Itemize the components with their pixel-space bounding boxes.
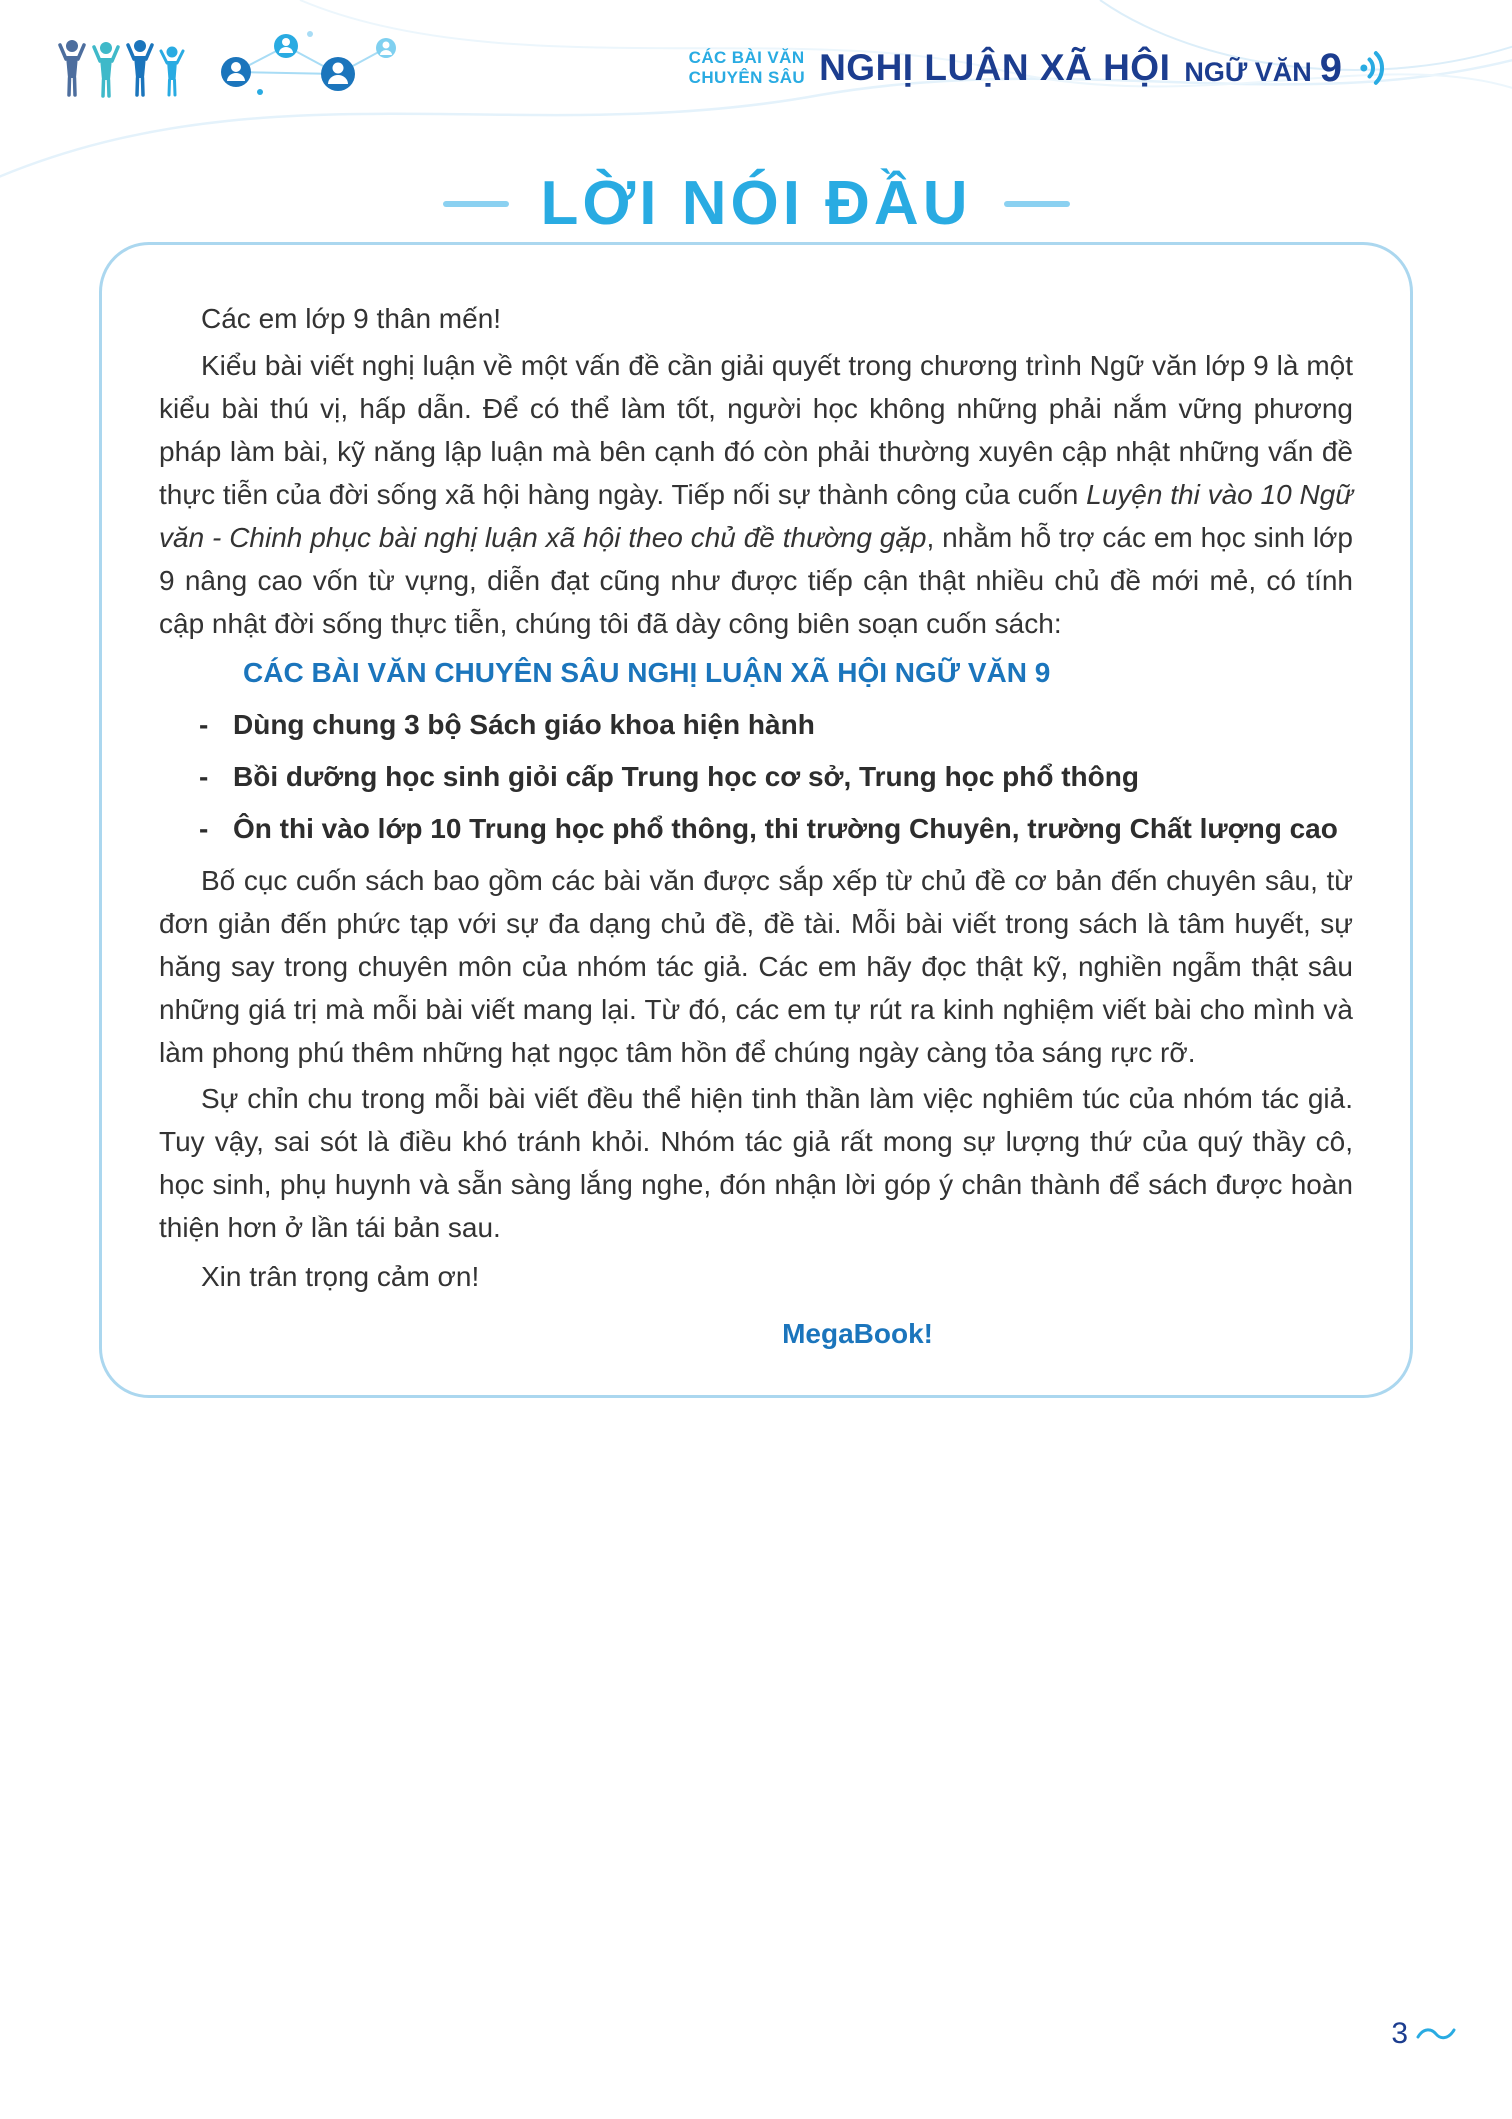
paragraph-intro-seg1: Kiểu bài viết nghị luận về một vấn đề cần giải quyết trong chương trình Ngữ văn lớp 9 là một kiểu bài thú vị, hấp dẫn. Để có thể làm tốt, người học không những phải nắm vững phương pháp làm bài, kỹ năng lập luận mà bên cạnh đó còn phải thường xuyên cập nhật những vấn đề thực tiễn của đời sống xã hội hàng ngày. Tiếp nối sự thành công của cuốn [159, 350, 1353, 510]
people-group-icon [56, 32, 196, 104]
subject-label: NGỮ VĂN [1184, 57, 1312, 87]
series-label-bottom: CHUYÊN SÂU [688, 68, 806, 87]
closing-line: Xin trân trọng cảm ơn! [201, 1261, 480, 1292]
list-marker: - [199, 813, 209, 844]
page-title: LỜI NÓI ĐẦU [540, 169, 972, 238]
list-item-text: Bồi dưỡng học sinh giỏi cấp Trung học cơ sở, Trung học phổ thông [233, 761, 1139, 792]
foreword-title-row [0, 168, 1512, 239]
list-item-text: Dùng chung 3 bộ Sách giáo khoa hiện hành [233, 709, 815, 740]
title-decorative-line-left [443, 201, 509, 207]
greeting-line: Các em lớp 9 thân mến! [201, 303, 502, 334]
running-head [689, 46, 1400, 90]
book-heading: CÁC BÀI VĂN CHUYÊN SÂU NGHỊ LUẬN XÃ HỘI NGỮ VĂN 9 [243, 657, 1051, 688]
rss-signal-icon [1356, 46, 1400, 90]
book-title-subject [1184, 48, 1342, 88]
list-item-text: Ôn thi vào lớp 10 Trung học phổ thông, thi trường Chuyên, trường Chất lượng cao [233, 813, 1338, 844]
foreword-content-frame [99, 242, 1413, 1398]
wave-icon [1416, 2024, 1456, 2044]
list-marker: - [199, 761, 209, 792]
paragraph-apology: Sự chỉn chu trong mỗi bài viết đều thể hiện tinh thần làm việc nghiêm túc của nhóm tác giả. Tuy vậy, sai sót là điều khó tránh khỏi. Nhóm tác giả rất mong sự lượng thứ của quý thầy cô, học sinh, phụ huynh và sẵn sàng lắng nghe, đón nhận lời góp ý chân thành để sách được hoàn thiện hơn ở lần tái bản sau. [159, 1083, 1353, 1243]
list-marker: - [199, 709, 209, 740]
list-item [159, 755, 1353, 798]
series-label-top: CÁC BÀI VĂN [688, 48, 805, 67]
paragraph-structure: Bố cục cuốn sách bao gồm các bài văn được sắp xếp từ chủ đề cơ bản đến chuyên sâu, từ đơn giản đến phức tạp với sự đa dạng chủ đề, đề tài. Mỗi bài viết trong sách là tâm huyết, sự hăng say trong chuyên môn của nhóm tác giả. Các em hãy đọc thật kỹ, nghiền ngẫm thật sâu những giá trị mà mỗi bài viết mang lại. Từ đó, các em tự rút ra kinh nghiệm viết bài cho mình và làm phong phú thêm những hạt ngọc tâm hồn để chúng ngày càng tỏa sáng rực rỡ. [159, 865, 1353, 1068]
paragraph-intro [159, 344, 1353, 645]
paragraph-intro-seg2: , nhằm hỗ trợ các em học sinh lớp 9 nâng cao vốn từ vựng, diễn đạt cũng như được tiếp cận thật nhiều chủ đề mới mẻ, có tính cập nhật đời sống thực tiễn, chúng tôi đã dày công biên soạn cuốn sách: [159, 522, 1353, 639]
list-item [159, 807, 1353, 850]
book-title-main: NGHỊ LUẬN XÃ HỘI [819, 47, 1171, 88]
title-decorative-line-right [1004, 201, 1070, 207]
series-label [689, 48, 805, 88]
list-item [159, 703, 1353, 746]
referenced-book-title: Luyện thi vào 10 Ngữ văn - Chinh phục bài nghị luận xã hội theo chủ đề thường gặp [159, 479, 1353, 553]
grade-number: 9 [1319, 46, 1342, 90]
page-footer [1391, 2017, 1456, 2051]
page-number: 3 [1391, 2017, 1408, 2050]
user-network-icon [198, 26, 408, 106]
signature: MegaBook! [782, 1318, 933, 1349]
